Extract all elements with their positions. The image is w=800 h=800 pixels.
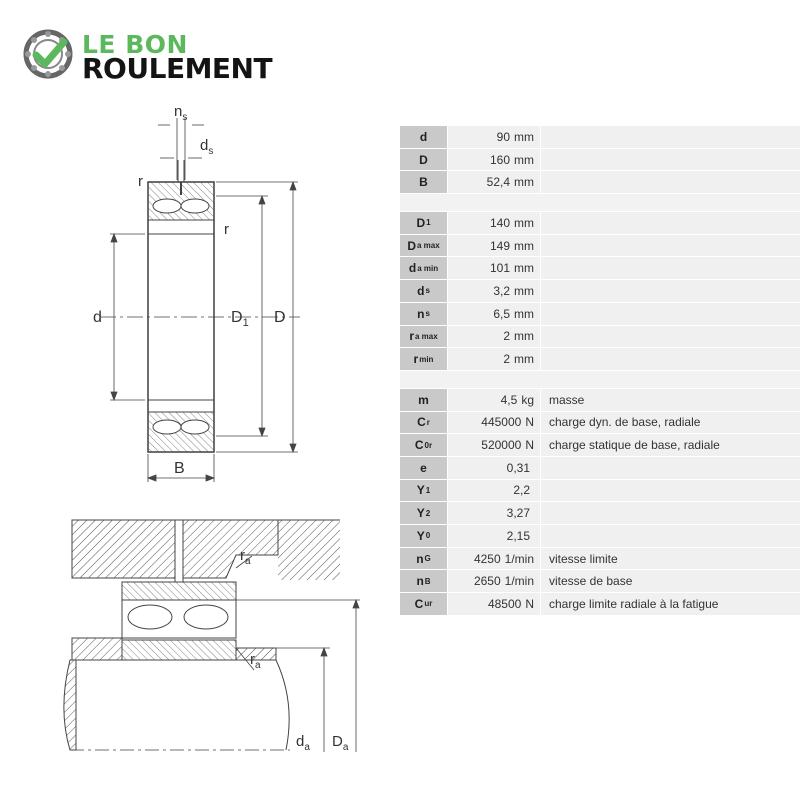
table-row — [400, 389, 800, 412]
spec-symbol: d — [400, 126, 447, 148]
table-row — [400, 457, 800, 480]
spec-symbol: C 0r — [400, 434, 447, 456]
specification-table — [400, 126, 800, 616]
spec-symbol: m — [400, 389, 447, 411]
table-row — [400, 235, 800, 258]
spec-symbol: D a max — [400, 235, 447, 257]
table-row — [400, 126, 800, 149]
spec-unit: mm — [514, 129, 534, 144]
spec-symbol: Y 0 — [400, 525, 447, 547]
spec-description — [540, 171, 800, 193]
spec-value: 6,5 mm — [447, 303, 540, 325]
spec-value: 3,27 — [447, 502, 540, 524]
table-row — [400, 480, 800, 503]
table-spacer — [400, 194, 800, 212]
spec-description: charge dyn. de base, radiale — [540, 412, 800, 434]
label-D: D — [274, 309, 286, 326]
mounting-section-view — [64, 520, 340, 750]
brand-line2: ROULEMENT — [82, 52, 273, 85]
table-row — [400, 171, 800, 194]
table-row — [400, 326, 800, 349]
label-da: $d_a$ — [296, 733, 310, 753]
spec-unit: mm — [514, 352, 534, 367]
spec-symbol: n B — [400, 570, 447, 592]
label-ra-bottom: $r_a$ — [250, 651, 261, 671]
spec-description — [540, 502, 800, 524]
spec-description — [540, 303, 800, 325]
table-row — [400, 257, 800, 280]
spec-value: 2,15 — [447, 525, 540, 547]
label-r-top: r — [138, 173, 143, 190]
table-row — [400, 212, 800, 235]
spec-unit: mm — [514, 238, 534, 253]
spec-description — [540, 212, 800, 234]
spec-unit: mm — [514, 215, 534, 230]
table-row — [400, 348, 800, 371]
spec-symbol: Y 2 — [400, 502, 447, 524]
spec-value: 140 mm — [447, 212, 540, 234]
table-row — [400, 303, 800, 326]
spec-symbol: d a min — [400, 257, 447, 279]
spec-description — [540, 280, 800, 302]
spec-symbol: e — [400, 457, 447, 479]
bearing-section-view — [100, 160, 300, 452]
table-row — [400, 412, 800, 435]
spec-symbol: r a max — [400, 326, 447, 348]
spec-symbol: d s — [400, 280, 447, 302]
spec-unit: mm — [514, 175, 534, 190]
spec-unit: mm — [514, 261, 534, 276]
spec-unit: N — [525, 415, 534, 430]
spec-value: 4250 1/min — [447, 548, 540, 570]
spec-value: 160 mm — [447, 149, 540, 171]
spec-value: 48500 N — [447, 593, 540, 615]
spec-symbol: C ur — [400, 593, 447, 615]
brand-line1: LE BON — [82, 30, 188, 59]
spec-unit: kg — [521, 392, 534, 407]
table-spacer — [400, 371, 800, 389]
spec-unit: mm — [514, 306, 534, 321]
spec-unit: mm — [514, 329, 534, 344]
label-ra-top: $r_a$ — [240, 547, 251, 567]
spec-symbol: D 1 — [400, 212, 447, 234]
gear-checkmark-icon — [22, 28, 74, 80]
spec-value: 2650 1/min — [447, 570, 540, 592]
spec-description: charge limite radiale à la fatigue — [540, 593, 800, 615]
spec-value: 520000 N — [447, 434, 540, 456]
spec-unit: N — [525, 596, 534, 611]
spec-value: 2 mm — [447, 326, 540, 348]
spec-description — [540, 457, 800, 479]
spec-symbol: n G — [400, 548, 447, 570]
table-row — [400, 525, 800, 548]
spec-unit: mm — [514, 152, 534, 167]
spec-unit: N — [525, 438, 534, 453]
label-ds: $d_s$ — [200, 137, 214, 157]
label-Da: $D_a$ — [332, 733, 349, 753]
label-r-right: r — [224, 221, 229, 238]
spec-description — [540, 126, 800, 148]
label-D1: $D_1$ — [231, 309, 249, 329]
spec-value: 4,5 kg — [447, 389, 540, 411]
spec-value: 445000 N — [447, 412, 540, 434]
bearing-drawing-svg — [40, 100, 380, 760]
label-d: d — [93, 309, 102, 326]
spec-description — [540, 149, 800, 171]
spec-description: masse — [540, 389, 800, 411]
bearing-technical-drawing — [40, 100, 380, 760]
spec-symbol: B — [400, 171, 447, 193]
spec-value: 2,2 — [447, 480, 540, 502]
table-row — [400, 548, 800, 571]
spec-description — [540, 257, 800, 279]
spec-symbol: D — [400, 149, 447, 171]
spec-unit: mm — [514, 283, 534, 298]
spec-symbol: C r — [400, 412, 447, 434]
spec-symbol: n s — [400, 303, 447, 325]
spec-description — [540, 348, 800, 370]
spec-unit: 1/min — [504, 574, 534, 589]
table-row — [400, 502, 800, 525]
table-row — [400, 593, 800, 616]
spec-value: 2 mm — [447, 348, 540, 370]
table-row — [400, 570, 800, 593]
spec-value: 101 mm — [447, 257, 540, 279]
label-ns: $n_s$ — [174, 103, 188, 123]
spec-value: 52,4 mm — [447, 171, 540, 193]
table-row — [400, 149, 800, 172]
spec-description — [540, 480, 800, 502]
spec-symbol: r min — [400, 348, 447, 370]
spec-description — [540, 326, 800, 348]
spec-value: 90 mm — [447, 126, 540, 148]
spec-value: 149 mm — [447, 235, 540, 257]
label-B: B — [174, 460, 185, 477]
spec-description — [540, 525, 800, 547]
table-row — [400, 280, 800, 303]
spec-symbol: Y 1 — [400, 480, 447, 502]
spec-description — [540, 235, 800, 257]
spec-value: 3,2 mm — [447, 280, 540, 302]
spec-value: 0,31 — [447, 457, 540, 479]
spec-description: charge statique de base, radiale — [540, 434, 800, 456]
table-row — [400, 434, 800, 457]
brand-logo[interactable] — [22, 28, 302, 84]
spec-description: vitesse de base — [540, 570, 800, 592]
spec-unit: 1/min — [504, 551, 534, 566]
spec-description: vitesse limite — [540, 548, 800, 570]
